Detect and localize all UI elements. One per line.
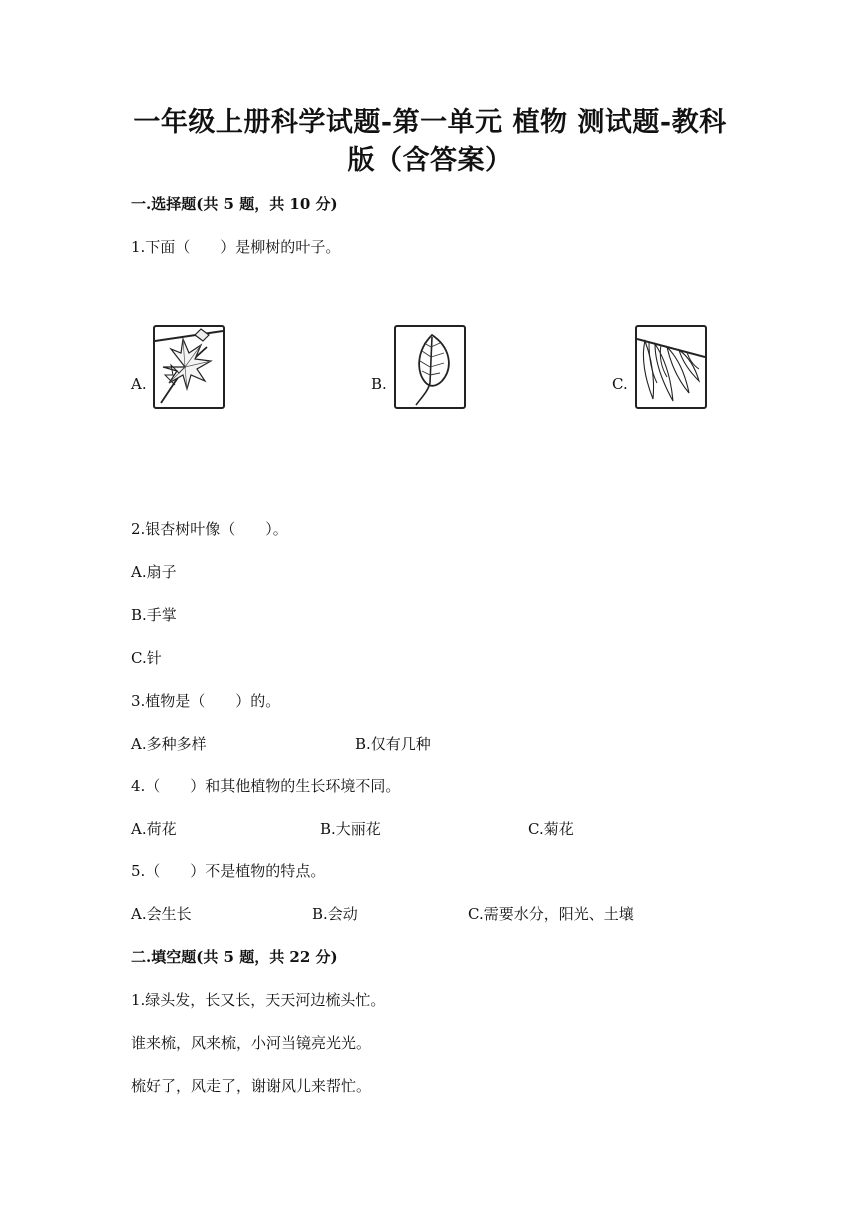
question-2-stem: 2.银杏树叶像（ ）。 xyxy=(131,520,288,538)
q1-option-a-label: A. xyxy=(131,375,147,393)
q2-option-c: C.针 xyxy=(131,649,162,667)
q4-option-c: C.菊花 xyxy=(528,820,574,838)
question-3-stem: 3.植物是（ ）的。 xyxy=(131,692,281,710)
section-heading-fill: 二.填空题(共 5 题，共 22 分) xyxy=(131,948,338,966)
q5-option-c: C.需要水分，阳光、土壤 xyxy=(468,905,634,923)
q5-option-a: A.会生长 xyxy=(131,905,192,923)
q5-option-b: B.会动 xyxy=(312,905,358,923)
q3-option-a: A.多种多样 xyxy=(131,735,207,753)
fill-1-line-3: 梳好了，风走了，谢谢风儿来帮忙。 xyxy=(131,1077,372,1095)
question-4-stem: 4.（ ）和其他植物的生长环境不同。 xyxy=(131,777,401,795)
single-leaf-icon xyxy=(394,325,466,409)
q4-option-a: A.荷花 xyxy=(131,820,177,838)
maple-leaf-branch-icon xyxy=(153,325,225,409)
willow-leaves-icon xyxy=(635,325,707,409)
question-5-stem: 5.（ ）不是植物的特点。 xyxy=(131,862,326,880)
fill-1-line-2: 谁来梳，风来梳，小河当镜亮光光。 xyxy=(131,1034,372,1052)
page-title xyxy=(130,104,730,180)
title-line-1: 一年级上册科学试题-第一单元 植物 测试题-教科 xyxy=(133,107,727,138)
q3-option-b: B.仅有几种 xyxy=(355,735,431,753)
q4-option-b: B.大丽花 xyxy=(320,820,381,838)
question-1-stem: 1.下面（ ）是柳树的叶子。 xyxy=(131,238,341,256)
q2-option-b: B.手掌 xyxy=(131,606,177,624)
q1-option-b-label: B. xyxy=(371,375,387,393)
q1-option-c-label: C. xyxy=(612,375,628,393)
section-heading-choice: 一.选择题(共 5 题，共 10 分) xyxy=(131,195,338,213)
fill-1-line-1: 1.绿头发，长又长，天天河边梳头忙。 xyxy=(131,991,386,1009)
q2-option-a: A.扇子 xyxy=(131,563,177,581)
title-line-2: 版（含答案） xyxy=(347,145,513,176)
